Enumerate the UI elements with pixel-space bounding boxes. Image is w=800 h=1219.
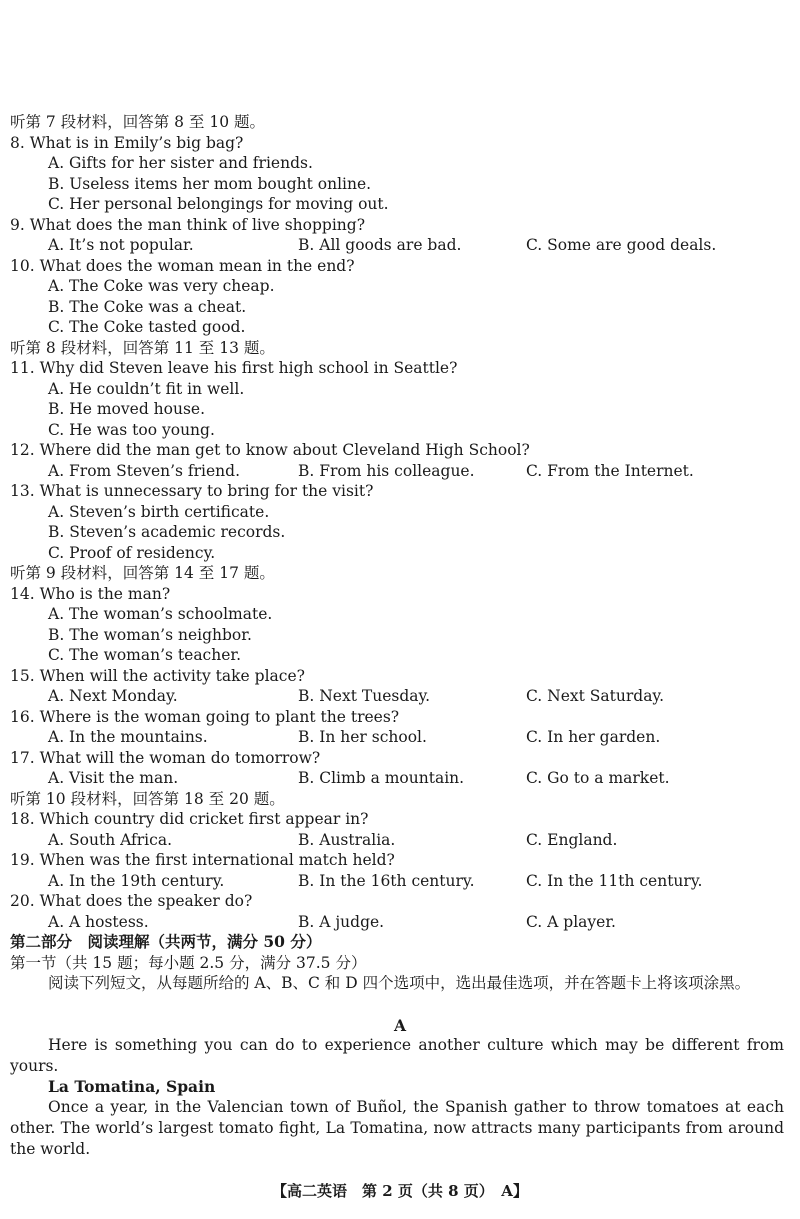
q11-option-a: A. He couldn’t fit in well. <box>48 380 245 398</box>
q19-option-c: C. In the 11th century. <box>526 872 703 890</box>
q12-option-a: A. From Steven’s friend. <box>48 462 241 480</box>
section-8-header: 听第 8 段材料，回答第 11 至 13 题。 <box>10 339 275 357</box>
q18-option-b: B. Australia. <box>298 831 396 849</box>
q20-option-b: B. A judge. <box>298 913 385 931</box>
q9-option-c: C. Some are good deals. <box>526 236 717 254</box>
q17-option-b: B. Climb a mountain. <box>298 769 465 787</box>
passage-label: A <box>393 1016 407 1035</box>
q11-option-b: B. He moved house. <box>48 400 206 418</box>
q10-option-b: B. The Coke was a cheat. <box>48 298 247 316</box>
section-9-header: 听第 9 段材料，回答第 14 至 17 题。 <box>10 564 275 582</box>
q16-option-a: A. In the mountains. <box>48 728 208 746</box>
q12-option-c: C. From the Internet. <box>526 462 694 480</box>
q16-option-c: C. In her garden. <box>526 728 661 746</box>
q8-option-b: B. Useless items her mom bought online. <box>48 175 372 193</box>
q8-option-c: C. Her personal belongings for moving out. <box>48 195 389 213</box>
q11-option-c: C. He was too young. <box>48 421 215 439</box>
q20-option-a: A. A hostess. <box>48 913 149 931</box>
q8-option-a: A. Gifts for her sister and friends. <box>48 154 313 172</box>
q15-option-b: B. Next Tuesday. <box>298 687 431 705</box>
question-14: 14. Who is the man? <box>10 585 171 603</box>
q19-option-b: B. In the 16th century. <box>298 872 475 890</box>
question-11: 11. Why did Steven leave his first high school in Seattle? <box>10 359 458 377</box>
question-9: 9. What does the man think of live shopping? <box>10 216 366 234</box>
q18-option-c: C. England. <box>526 831 618 849</box>
q19-option-a: A. In the 19th century. <box>48 872 225 890</box>
passage-paragraph-1: Once a year, in the Valencian town of Buñol, the Spanish gather to throw tomatoes at each other. The world’s largest tomato fight, La Tomatina, now attracts many participants from around the world. <box>10 1098 784 1158</box>
part2-heading: 第二部分 阅读理解（共两节，满分 50 分） <box>10 932 322 951</box>
q15-option-a: A. Next Monday. <box>48 687 178 705</box>
section1-heading: 第一节（共 15 题；每小题 2.5 分，满分 37.5 分） <box>10 954 367 972</box>
question-20: 20. What does the speaker do? <box>10 892 253 910</box>
q15-option-c: C. Next Saturday. <box>526 687 665 705</box>
question-10: 10. What does the woman mean in the end? <box>10 257 355 275</box>
question-12: 12. Where did the man get to know about Cleveland High School? <box>10 441 530 459</box>
question-8: 8. What is in Emily’s big bag? <box>10 134 244 152</box>
q14-option-c: C. The woman’s teacher. <box>48 646 242 664</box>
passage-intro: Here is something you can do to experience another culture which may be different from yours. <box>10 1036 784 1075</box>
page-footer: 【高二英语 第 2 页（共 8 页） A】 <box>272 1182 528 1200</box>
q10-option-a: A. The Coke was very cheap. <box>48 277 275 295</box>
section-7-header: 听第 7 段材料，回答第 8 至 10 题。 <box>10 113 266 131</box>
q13-option-b: B. Steven’s academic records. <box>48 523 286 541</box>
q13-option-a: A. Steven’s birth certificate. <box>48 503 270 521</box>
q10-option-c: C. The Coke tasted good. <box>48 318 246 336</box>
passage-subtitle: La Tomatina, Spain <box>48 1077 216 1096</box>
q16-option-b: B. In her school. <box>298 728 427 746</box>
section-10-header: 听第 10 段材料，回答第 18 至 20 题。 <box>10 790 285 808</box>
q9-option-a: A. It’s not popular. <box>48 236 194 254</box>
q14-option-b: B. The woman’s neighbor. <box>48 626 252 644</box>
question-17: 17. What will the woman do tomorrow? <box>10 749 321 767</box>
q14-option-a: A. The woman’s schoolmate. <box>48 605 273 623</box>
reading-instruction: 阅读下列短文，从每题所给的 A、B、C 和 D 四个选项中，选出最佳选项，并在答题卡上将该项涂黑。 <box>48 974 751 992</box>
q20-option-c: C. A player. <box>526 913 616 931</box>
q13-option-c: C. Proof of residency. <box>48 544 216 562</box>
q18-option-a: A. South Africa. <box>48 831 172 849</box>
question-19: 19. When was the first international match held? <box>10 851 395 869</box>
question-18: 18. Which country did cricket first appear in? <box>10 810 369 828</box>
q17-option-a: A. Visit the man. <box>48 769 179 787</box>
q12-option-b: B. From his colleague. <box>298 462 475 480</box>
question-13: 13. What is unnecessary to bring for the visit? <box>10 482 374 500</box>
question-16: 16. Where is the woman going to plant the trees? <box>10 708 400 726</box>
q9-option-b: B. All goods are bad. <box>298 236 462 254</box>
q17-option-c: C. Go to a market. <box>526 769 670 787</box>
question-15: 15. When will the activity take place? <box>10 667 305 685</box>
